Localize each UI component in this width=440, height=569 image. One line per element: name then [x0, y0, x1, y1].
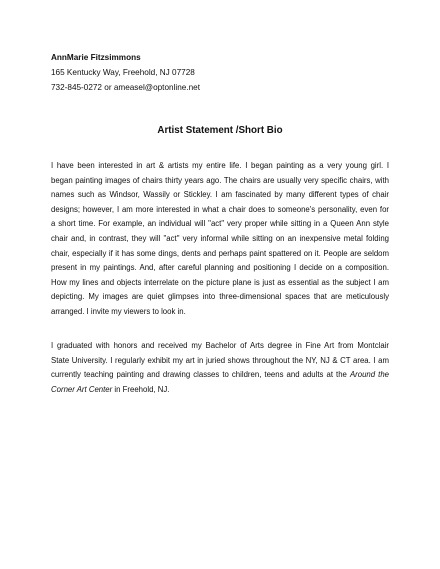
document-title: Artist Statement /Short Bio: [157, 125, 283, 136]
paragraph-line: I have been interested in art & artists my entire life. I began painting as a very young girl. I: [51, 161, 389, 170]
paragraph-line: chair, especially if it has some dings, dents and perhaps paint spattered on it. People are seldom: [51, 248, 389, 258]
paragraph-line-with-italic: [51, 368, 389, 383]
art-center-name-part1: Around the: [349, 370, 389, 380]
paragraph-line: State University. I regularly exhibit my art in juried shows throughout the NY, NJ & CT area. I am: [51, 355, 389, 365]
paragraph-line: arranged. I invite my viewers to look in.: [51, 306, 186, 316]
paragraph-line: a short time. For example, an individual will "act" very proper while sitting in a Queen Ann style: [51, 219, 389, 229]
paragraph-line: chair and, in contrast, they will "act" very informal while sitting on an inexpensive metal folding: [51, 233, 389, 243]
paragraph-line: I graduated with honors and received my Bachelor of Arts degree in Fine Art from Montclair: [51, 341, 389, 350]
paragraph-line: How my lines and objects interrelate on the picture plane is just as essential as the subject I am: [51, 277, 389, 287]
paragraph-line: present in my paintings. And, after careful planning and positioning I decide on a composition.: [51, 263, 389, 273]
paragraph-line-with-italic: [51, 383, 389, 398]
paragraph-text: in Freehold, NJ.: [112, 384, 170, 394]
paragraph-line: depicting. My images are quiet glimpses into three-dimensional spaces that are meticulously: [51, 292, 389, 302]
paragraph-line: began painting images of chairs thirty years ago. The chairs are usually very specific chairs, with: [51, 175, 389, 185]
paragraph-line: designs; however, I am more interested in what a chair does to someone's personality, even for: [51, 204, 389, 214]
paragraph-bio: [51, 339, 389, 397]
paragraph-line: names such as Windsor, Wassily or Stickley. I am fascinated by many different types of chair: [51, 190, 389, 200]
author-address: 165 Kentucky Way, Freehold, NJ 07728: [51, 68, 195, 77]
paragraph-text: currently teaching painting and drawing classes to children, teens and adults at the: [51, 370, 347, 380]
author-name: AnnMarie Fitzsimmons: [51, 53, 141, 62]
art-center-name-part2: Corner Art Center: [51, 384, 113, 394]
contact-block: [51, 50, 200, 95]
author-phone-email: 732-845-0272 or ameasel@optonline.net: [51, 83, 200, 92]
paragraph-statement: [51, 159, 389, 320]
